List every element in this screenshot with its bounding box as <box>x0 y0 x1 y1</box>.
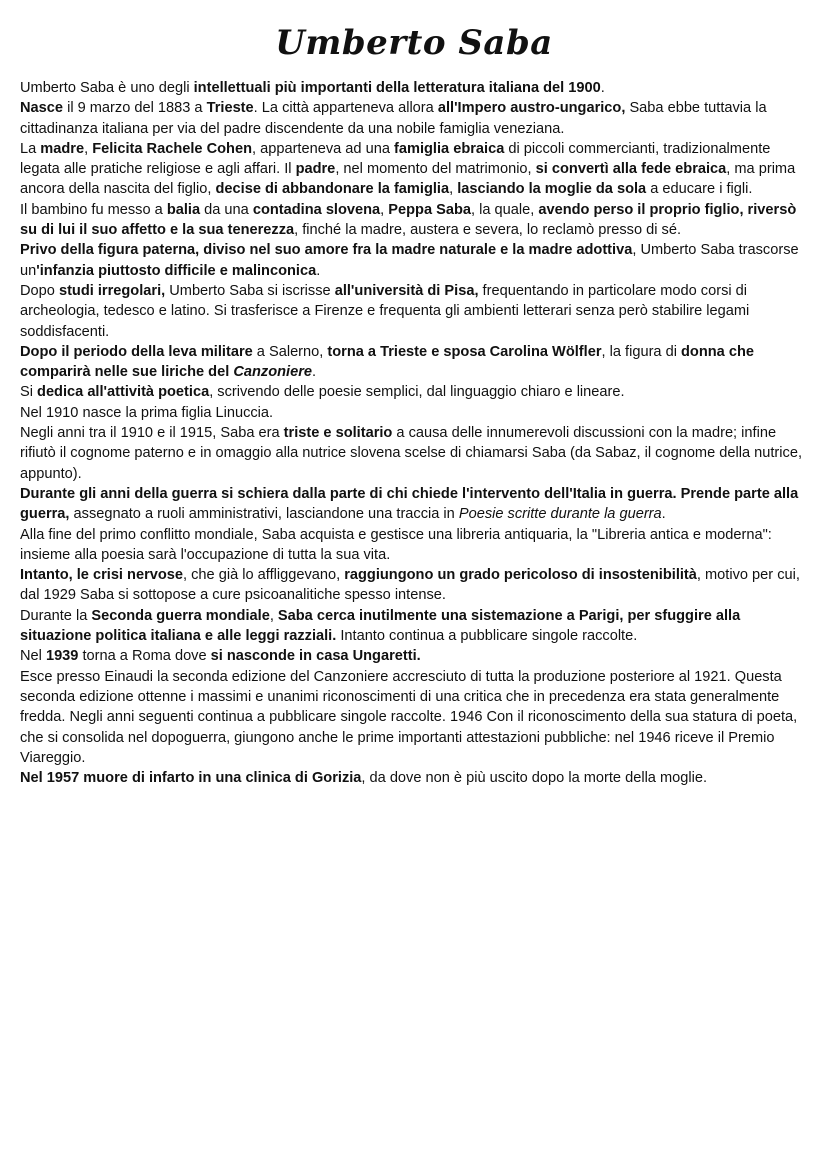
text-run: a educare i figli. <box>646 181 753 198</box>
text-run: , che già lo affliggevano, <box>183 567 345 584</box>
bold-text: si nasconde in casa Ungaretti. <box>210 648 421 665</box>
text-run: , da dove non è più uscito dopo la morte della moglie. <box>361 770 708 787</box>
text-run: , <box>449 181 458 198</box>
text-run: , nel momento del matrimonio, <box>335 161 536 178</box>
text-run: , <box>84 140 93 157</box>
bold-text: Dopo il periodo della leva militare <box>20 343 253 360</box>
paragraph <box>20 98 812 139</box>
bold-text: all'università di Pisa, <box>334 282 479 299</box>
bold-text: Saba cerca inutilmente una sistemazione a Parigi, per sfuggire alla situazione politica italiana e alle leggi razziali. <box>20 607 741 645</box>
document-body <box>20 78 812 788</box>
text-run: Intanto continua a pubblicare singole raccolte. <box>336 628 638 645</box>
text-run: La <box>20 140 41 157</box>
text-run: , Umberto Saba trascorse un <box>20 242 799 279</box>
bold-text: Nel 1957 muore di infarto in una clinica di Gorizia <box>20 770 362 787</box>
text-run: Alla fine del primo conflitto mondiale, Saba acquista e gestisce una libreria antiquaria, la "Libreria antica e moderna": insieme alla poesia sarà l'occupazione di tutta la sua vita. <box>20 526 772 563</box>
text-run: Saba ebbe tuttavia la cittadinanza italiana per via del padre discendente da una nobile famiglia veneziana. <box>20 100 767 137</box>
text-run: , <box>380 201 389 218</box>
bold-text: dedica all'attività poetica <box>37 384 210 401</box>
bold-text: Felicita Rachele Cohen <box>92 140 252 157</box>
paragraph <box>20 240 812 281</box>
paragraph <box>20 78 812 98</box>
bold-text: Peppa Saba <box>388 201 472 218</box>
bold-text: Durante gli anni della guerra si schiera dalla parte di chi chiede l'intervento dell'Italia in guerra. Prende parte alla guerra, <box>20 485 799 523</box>
paragraph <box>20 382 812 402</box>
text-run: , scrivendo delle poesie semplici, dal linguaggio chiaro e lineare. <box>209 384 625 401</box>
text-run: , la figura di <box>601 343 682 360</box>
text-run: . <box>316 262 321 279</box>
text-run: . <box>312 364 317 381</box>
text-run: Umberto Saba si iscrisse <box>165 282 335 299</box>
paragraph <box>20 139 812 200</box>
text-run: Esce presso Einaudi la seconda edizione del Canzoniere accresciuto di tutta la produzione posteriore al 1921. Questa seconda edizione ottenne i massimi e unanimi riconoscimenti di una critica che in precedenza era stata generalmente fredda. Negli anni seguenti continua a pubblicare singole raccolte. 1946 Con il riconoscimento della sua statura di poeta, che si consolida nel dopoguerra, giungono anche le prime importanti attestazioni pubbliche: nel 1946 riceve il Premio Viareggio. <box>20 668 798 766</box>
bold-text: padre <box>295 161 336 178</box>
paragraph <box>20 403 812 423</box>
text-run: Nel <box>20 648 46 665</box>
paragraph <box>20 281 812 342</box>
bold-text: decise di abbandonare la famiglia <box>215 181 450 198</box>
text-run: . La città apparteneva allora <box>253 100 438 117</box>
bold-text: Privo della figura paterna, diviso nel suo amore fra la madre naturale e la madre adottiva <box>20 242 633 259</box>
italic-text: Poesie scritte durante la guerra <box>458 506 662 523</box>
bold-text: contadina slovena <box>252 201 381 218</box>
bold-text: triste e solitario <box>283 425 393 442</box>
text-run: , <box>269 607 278 624</box>
paragraph <box>20 667 812 768</box>
text-run: Il bambino fu messo a <box>20 201 167 218</box>
bold-text: Trieste <box>206 100 254 117</box>
paragraph <box>20 342 812 383</box>
paragraph <box>20 565 812 606</box>
bold-text: donna che comparirà nelle sue liriche del <box>20 343 754 381</box>
text-run: , la quale, <box>471 201 539 218</box>
text-run: Umberto Saba è uno degli <box>20 80 194 96</box>
paragraph <box>20 484 812 525</box>
paragraph <box>20 646 812 666</box>
paragraph <box>20 423 812 484</box>
text-run: da una <box>200 201 253 218</box>
bold-text: studi irregolari, <box>58 282 166 299</box>
text-run: . <box>600 80 605 96</box>
text-run: a causa delle innumerevoli discussioni con la madre; infine rifiutò il cognome paterno e in omaggio alla nutrice slovena scelse di chiamarsi Saba (da Sabaz, il cognome della nutrice, appunto). <box>20 425 803 482</box>
text-run: a Salerno, <box>252 343 328 360</box>
text-run: Dopo <box>20 282 59 299</box>
text-run: di piccoli commercianti, tradizionalmente legata alle pratiche religiose e agli affari. Il <box>20 140 771 178</box>
text-run: . <box>661 506 666 523</box>
text-run: Nel 1910 nasce la prima figlia Linuccia. <box>20 404 274 421</box>
bold-text: si convertì alla fede ebraica <box>535 161 727 178</box>
bold-text: lasciando la moglie da sola <box>457 181 647 198</box>
text-run: il 9 marzo del 1883 a <box>63 100 207 117</box>
bold-text: torna a Trieste e sposa Carolina Wölfler <box>327 343 602 360</box>
bold-text: 1939 <box>45 648 79 665</box>
bold-text: Canzoniere <box>233 364 312 381</box>
bold-text: all'Impero austro-ungarico, <box>437 100 626 117</box>
paragraph <box>20 768 812 788</box>
text-run: , motivo per cui, dal 1929 Saba si sottopose a cure psicoanalitiche spesso intense. <box>20 567 800 604</box>
paragraph <box>20 606 812 647</box>
text-run: , ma prima ancora della nascita del figlio, <box>20 161 796 198</box>
bold-text: 'infanzia piuttosto difficile e malinconica <box>36 262 317 279</box>
bold-text: avendo perso il proprio figlio, riversò su di lui il suo affetto e la sua tenerezza <box>20 201 797 239</box>
text-run: torna a Roma dove <box>78 648 211 665</box>
bold-text: raggiungono un grado pericoloso di insostenibilità <box>344 567 697 584</box>
bold-text: balia <box>166 201 201 218</box>
text-run: Negli anni tra il 1910 e il 1915, Saba era <box>20 425 284 442</box>
bold-text: famiglia ebraica <box>394 140 505 157</box>
bold-text: Intanto, le crisi nervose <box>20 567 184 584</box>
bold-text: Nasce <box>20 100 64 117</box>
text-run: , finché la madre, austera e severa, lo reclamò presso di sé. <box>294 222 682 239</box>
bold-text: Seconda guerra mondiale <box>91 607 270 624</box>
text-run: frequentando in particolare modo corsi di archeologia, tedesco e latino. Si trasferisce a Firenze e frequenta gli ambienti letterari senza però stabilire legami soddisfacenti. <box>20 282 750 340</box>
text-run: Durante la <box>20 607 92 624</box>
paragraph <box>20 200 812 241</box>
bold-text: madre <box>40 140 85 157</box>
page-title: Umberto Saba <box>275 23 553 63</box>
text-run: , apparteneva ad una <box>252 140 394 157</box>
bold-text: intellettuali più importanti della letteratura italiana del 1900 <box>193 80 601 96</box>
paragraph <box>20 525 812 566</box>
text-run: Si <box>20 384 38 401</box>
text-run: assegnato a ruoli amministrativi, lasciandone una traccia in <box>69 506 459 523</box>
